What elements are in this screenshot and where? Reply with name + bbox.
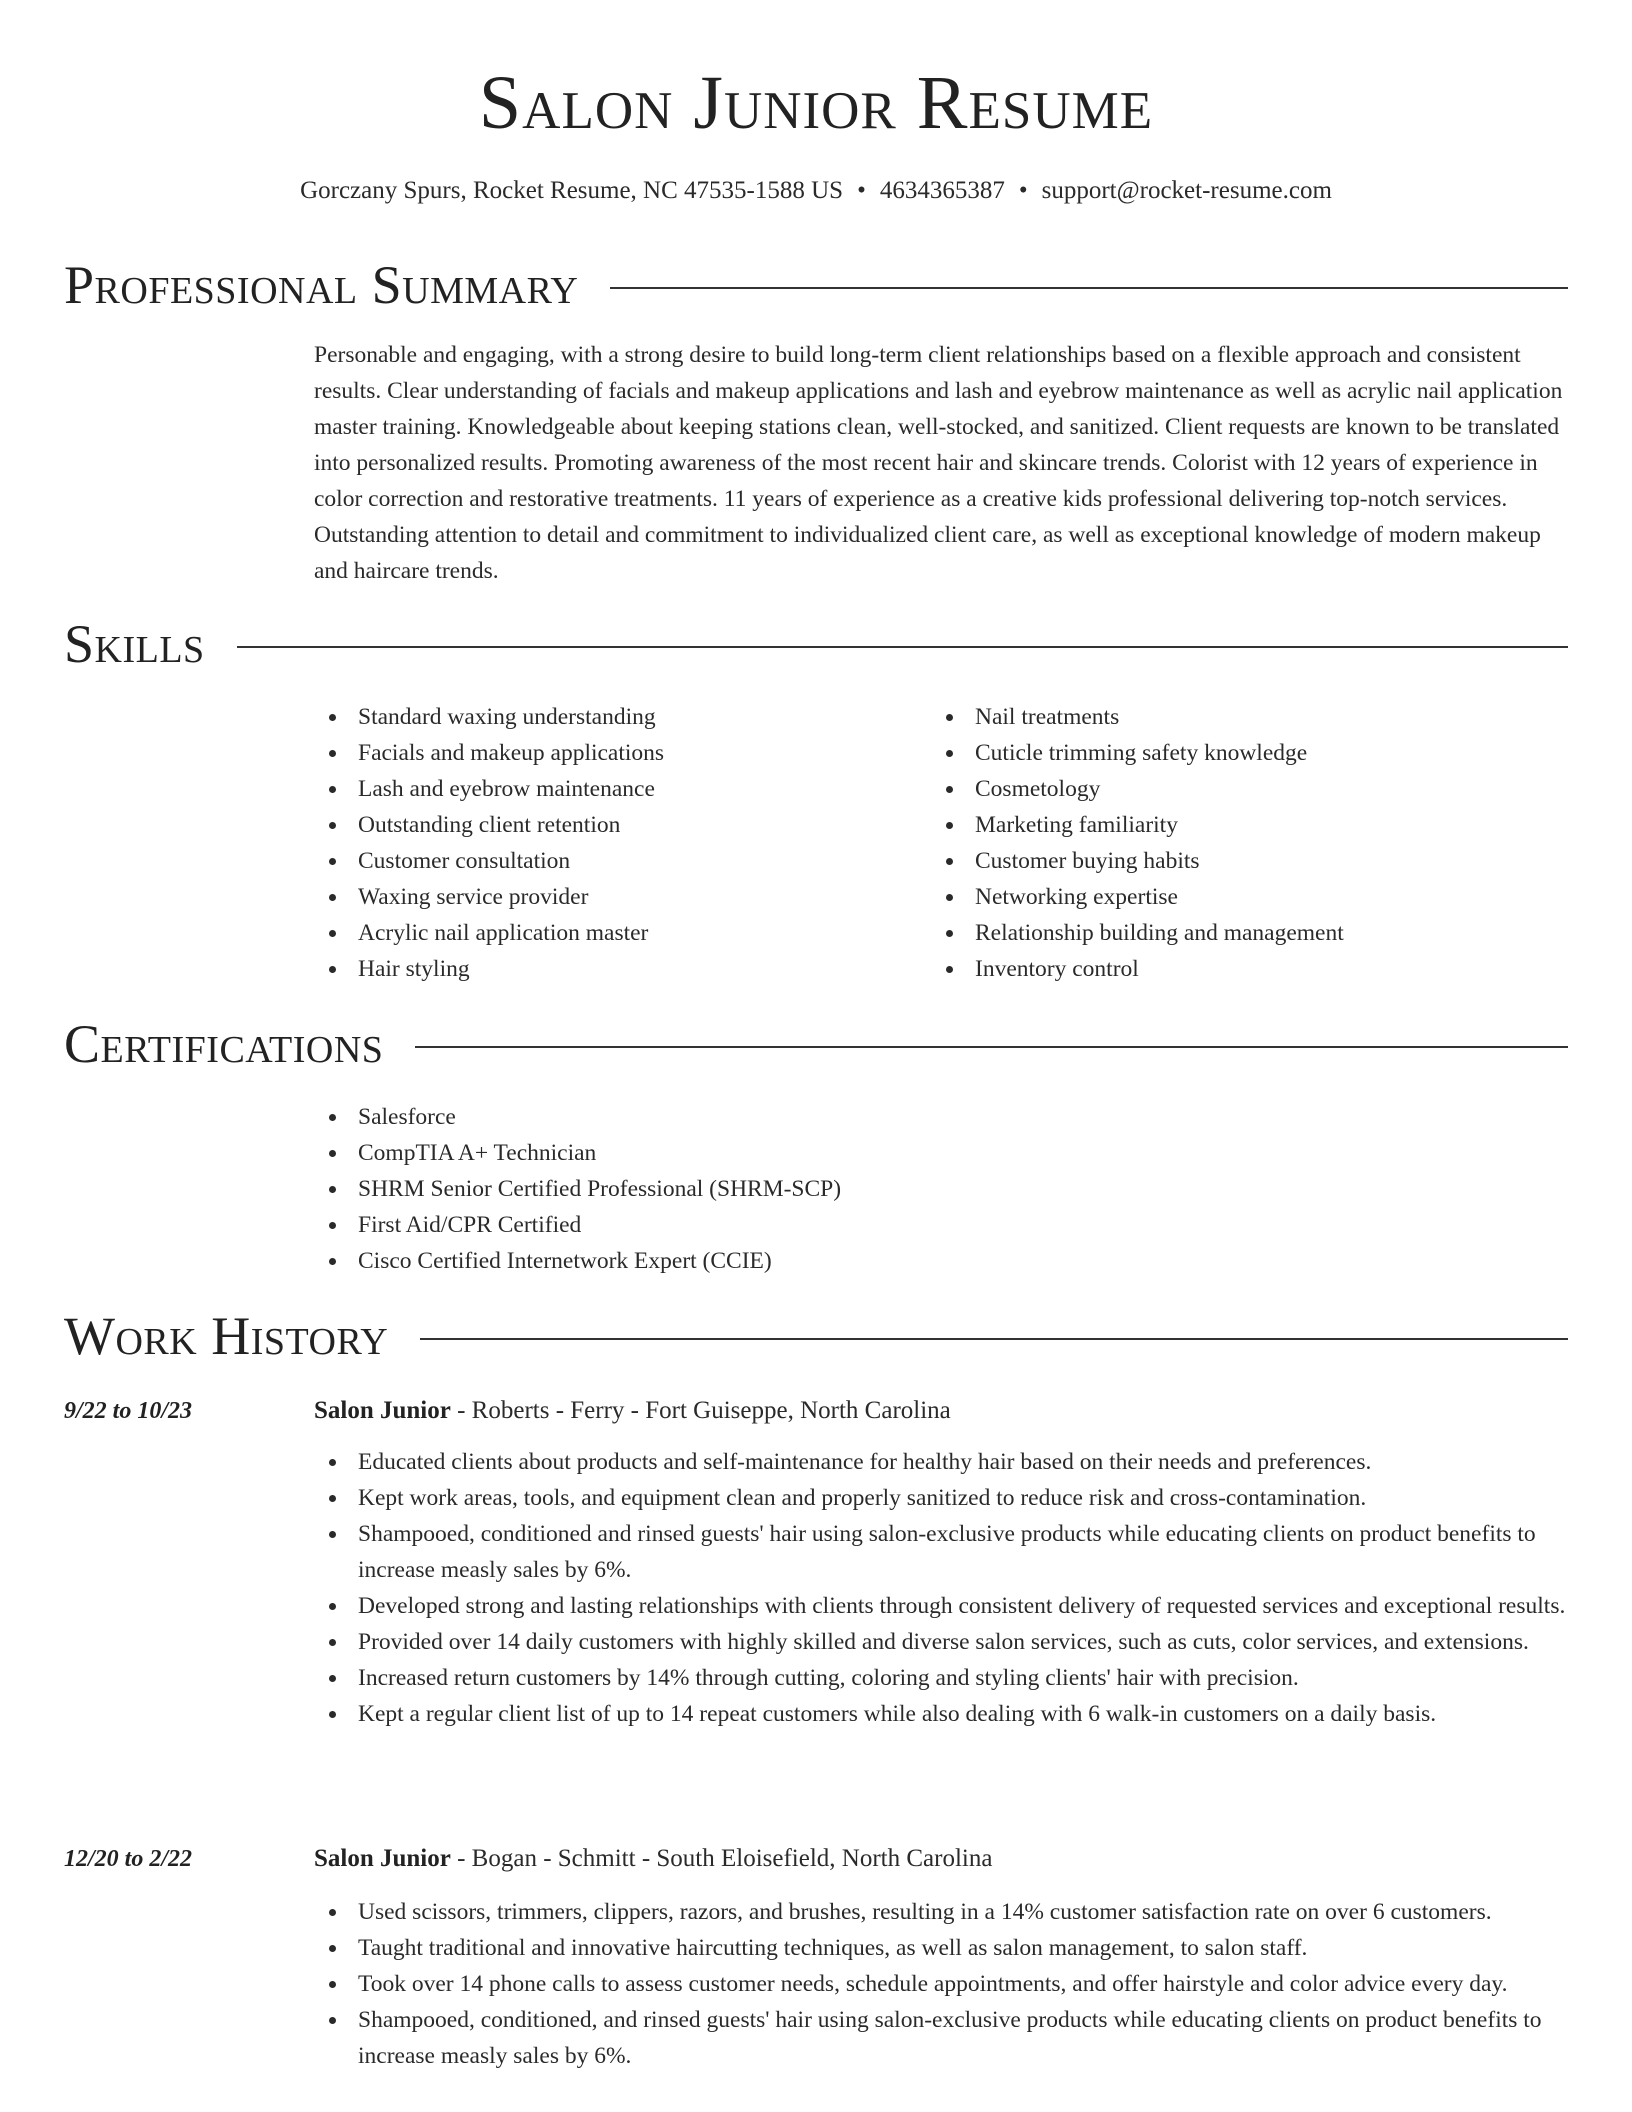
skill-item: Nail treatments: [931, 699, 1531, 735]
job-bullet: Used scissors, trimmers, clippers, razors, and brushes, resulting in a 14% customer satisfaction rate on over 6 customers.: [314, 1894, 1568, 1930]
job-bullet: Took over 14 phone calls to assess customer needs, schedule appointments, and offer hairstyle and color advice every day.: [314, 1966, 1568, 2002]
job-bullet: Shampooed, conditioned and rinsed guests' hair using salon-exclusive products while educating clients on product benefits to increase measly sales by 6%.: [314, 1516, 1568, 1588]
job-bullet: Shampooed, conditioned, and rinsed guests' hair using salon-exclusive products while educating clients on product benefits to increase measly sales by 6%.: [314, 2002, 1568, 2074]
job-bullet: Kept work areas, tools, and equipment clean and properly sanitized to reduce risk and cross-contamination.: [314, 1480, 1568, 1516]
job-bullet: Provided over 14 daily customers with highly skilled and diverse salon services, such as cuts, color services, and extensions.: [314, 1624, 1568, 1660]
job-bullets: [314, 1894, 1568, 2074]
job-bullet: Developed strong and lasting relationships with clients through consistent delivery of requested services and exceptional results.: [314, 1588, 1568, 1624]
certification-item: First Aid/CPR Certified: [314, 1207, 1568, 1243]
job-role: Salon Junior: [314, 1845, 451, 1872]
section-header-summary: [64, 253, 1568, 317]
section-divider: [420, 1338, 1568, 1340]
section-title-summary: Professional Summary: [64, 255, 579, 315]
skill-item: Customer buying habits: [931, 843, 1531, 879]
section-title-skills: Skills: [64, 614, 205, 674]
skill-item: Relationship building and management: [931, 915, 1531, 951]
skill-item: Lash and eyebrow maintenance: [314, 771, 914, 807]
skill-item: Hair styling: [314, 951, 914, 987]
section-divider: [415, 1046, 1568, 1048]
job-bullet: Kept a regular client list of up to 14 repeat customers while also dealing with 6 walk-in customers on a daily basis.: [314, 1696, 1568, 1732]
contact-phone: 4634365387: [879, 177, 1005, 204]
section-header-work-history: [64, 1304, 1568, 1368]
skill-item: Standard waxing understanding: [314, 699, 914, 735]
section-header-skills: [64, 612, 1568, 676]
section-title-certifications: Certifications: [64, 1014, 384, 1074]
skills-list-left: [314, 699, 914, 987]
section-divider: [610, 287, 1568, 289]
certification-item: CompTIA A+ Technician: [314, 1135, 1568, 1171]
section-divider: [237, 646, 1568, 648]
job-title-line: [314, 1841, 1568, 1877]
skill-item: Outstanding client retention: [314, 807, 914, 843]
skill-item: Cuticle trimming safety knowledge: [931, 735, 1531, 771]
job-bullet: Increased return customers by 14% through cutting, coloring and styling clients' hair with precision.: [314, 1660, 1568, 1696]
job-dates: 12/20 to 2/22: [64, 1846, 193, 1872]
job-bullet: Educated clients about products and self-maintenance for healthy hair based on their needs and preferences.: [314, 1444, 1568, 1480]
certifications-list: [314, 1099, 1568, 1279]
skills-list-right: [931, 699, 1531, 987]
contact-separator: •: [1018, 177, 1028, 204]
job-bullet: Taught traditional and innovative haircutting techniques, as well as salon management, to salon staff.: [314, 1930, 1568, 1966]
resume-title: Salon Junior Resume: [478, 61, 1154, 145]
certification-item: Salesforce: [314, 1099, 1568, 1135]
job-bullets: [314, 1444, 1568, 1732]
skill-item: Marketing familiarity: [931, 807, 1531, 843]
contact-email[interactable]: support@rocket-resume.com: [1041, 177, 1332, 204]
contact-separator: •: [857, 177, 866, 204]
contact-address: Gorczany Spurs, Rocket Resume, NC 47535-1588 US: [300, 177, 844, 204]
job-role: Salon Junior: [314, 1397, 451, 1424]
contact-line: [0, 174, 1632, 208]
job-employer: - Bogan - Schmitt - South Eloisefield, North Carolina: [450, 1845, 993, 1872]
job-dates: 9/22 to 10/23: [64, 1398, 193, 1424]
job-title-line: [314, 1393, 1568, 1429]
skill-item: Acrylic nail application master: [314, 915, 914, 951]
skill-item: Networking expertise: [931, 879, 1531, 915]
certification-item: SHRM Senior Certified Professional (SHRM-SCP): [314, 1171, 1568, 1207]
skill-item: Customer consultation: [314, 843, 914, 879]
skill-item: Facials and makeup applications: [314, 735, 914, 771]
skill-item: Cosmetology: [931, 771, 1531, 807]
certification-item: Cisco Certified Internetwork Expert (CCIE): [314, 1243, 1568, 1279]
section-title-work-history: Work History: [64, 1306, 389, 1366]
section-header-certifications: [64, 1012, 1568, 1076]
job-employer: - Roberts - Ferry - Fort Guiseppe, North Carolina: [450, 1397, 951, 1424]
skill-item: Inventory control: [931, 951, 1531, 987]
summary-text: Personable and engaging, with a strong desire to build long-term client relationships based on a flexible approach and consistent results. Clear understanding of facials and makeup applications and lash and eyebrow maintenance as well as acrylic nail application master training. Knowledgeable about keeping stations clean, well-stocked, and sanitized. Client requests are known to be translated into personalized results. Promoting awareness of the most recent hair and skincare trends. Colorist with 12 years of experience in color correction and restorative treatments. 11 years of experience as a creative kids professional delivering top-notch services. Outstanding attention to detail and commitment to individualized client care, as well as exceptional knowledge of modern makeup and haircare trends.: [314, 342, 1563, 584]
skill-item: Waxing service provider: [314, 879, 914, 915]
